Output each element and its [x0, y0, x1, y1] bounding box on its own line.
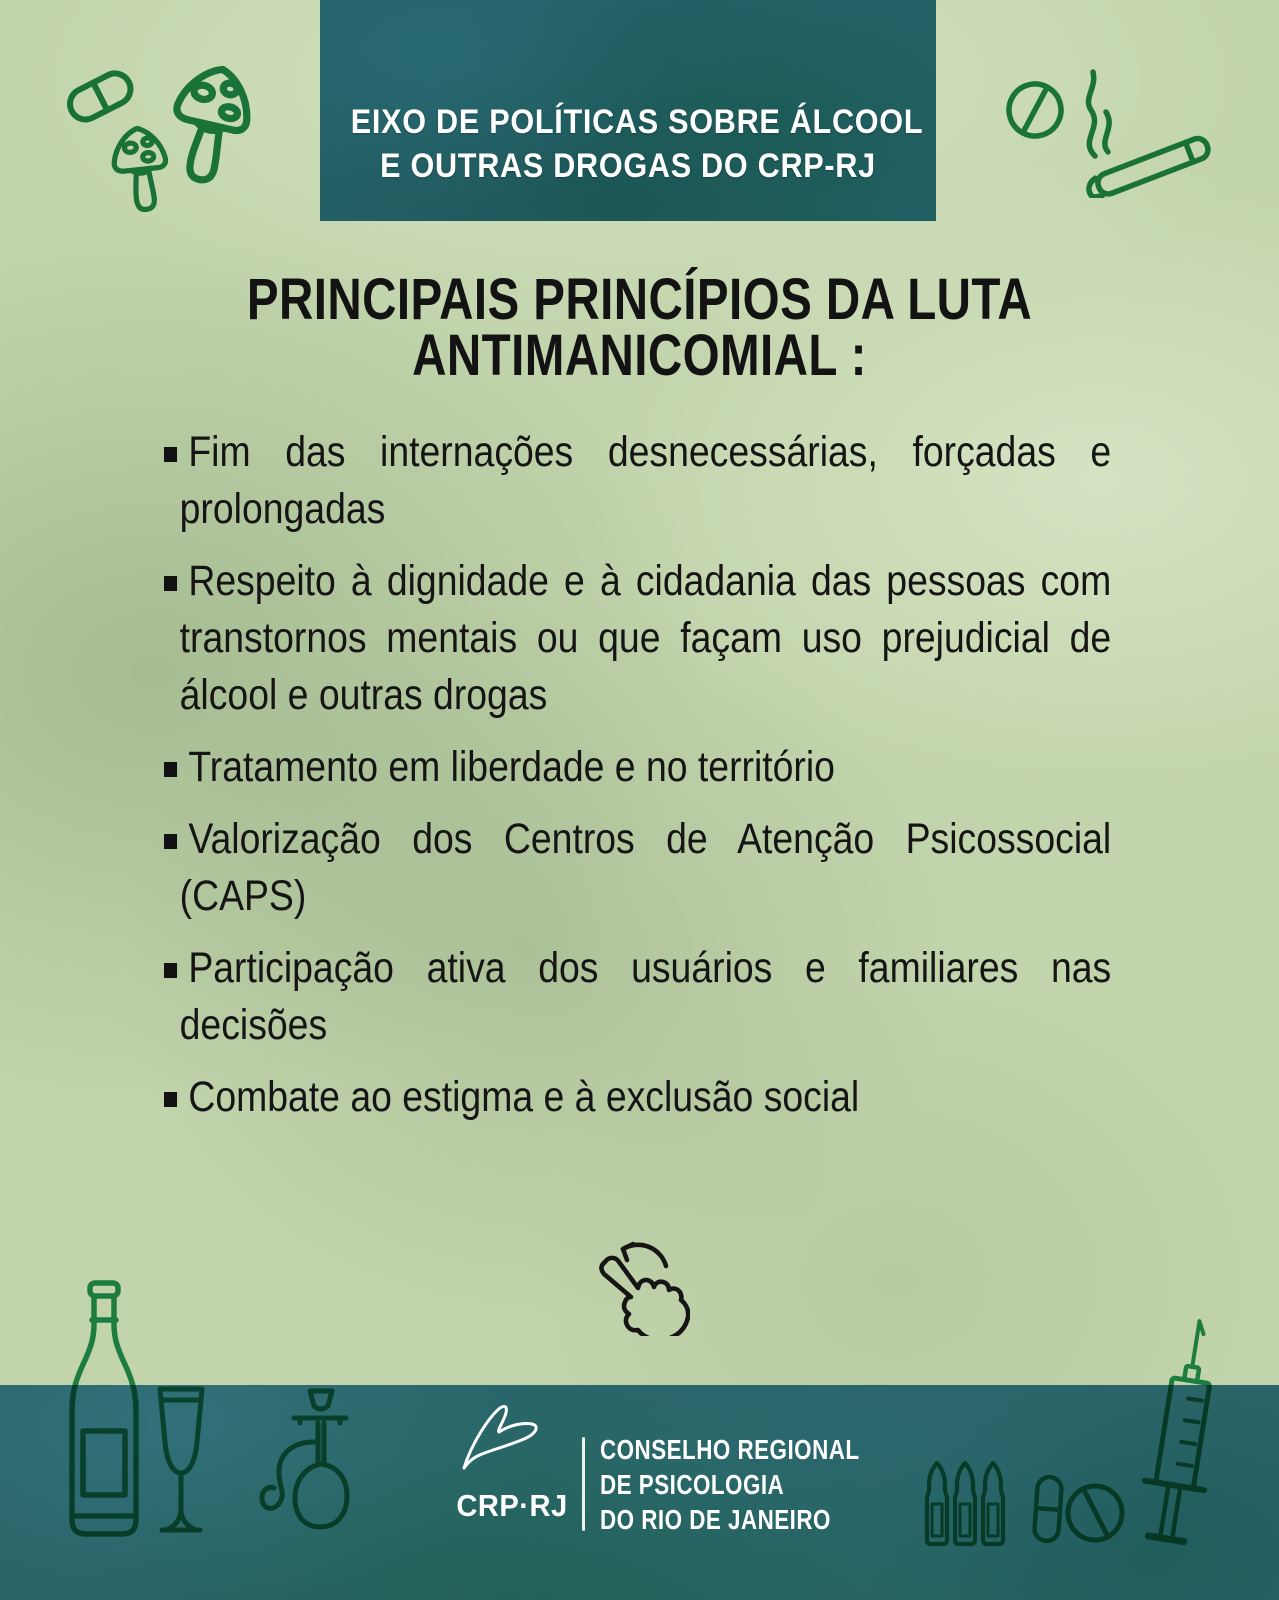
principle-text: Valorização dos Centros de Atenção Psicossocial (CAPS) — [179, 815, 1112, 920]
bullet-square-icon — [164, 576, 177, 591]
principle-text: Fim das internações desnecessárias, forçadas e prolongadas — [179, 428, 1112, 533]
principle-text: Tratamento em liberdade e no território — [188, 743, 835, 791]
principle-item — [164, 424, 1111, 538]
org-line-1: CONSELHO REGIONAL — [600, 1434, 860, 1465]
bullet-square-icon — [164, 1092, 177, 1107]
crp-rj-logo-swoosh-icon — [456, 1398, 568, 1486]
capsule-pill-small-icon — [1030, 1472, 1066, 1546]
principle-item — [164, 940, 1111, 1054]
principles-list — [164, 424, 1111, 1141]
banner-line-1: EIXO DE POLÍTICAS SOBRE ÁLCOOL — [350, 103, 924, 141]
title-line-2: ANTIMANICOMIAL : — [412, 323, 867, 388]
page-title — [0, 267, 1279, 388]
banner-line-2: E OUTRAS DROGAS DO CRP-RJ — [380, 147, 876, 185]
tablet-pill-icon — [1000, 75, 1070, 145]
hookah-icon — [252, 1388, 352, 1544]
ampoules-icon — [924, 1460, 1006, 1548]
champagne-glass-icon — [148, 1384, 214, 1546]
bullet-square-icon — [164, 963, 177, 978]
title-line-1: PRINCIPAIS PRINCÍPIOS DA LUTA — [246, 267, 1033, 332]
crp-rj-logo-text: CRP·RJ — [456, 1488, 568, 1523]
principle-text: Respeito à dignidade e à cidadania das pessoas com transtornos mentais ou que façam uso prejudicial de álcool e outras drogas — [179, 557, 1112, 719]
capsule-pill-icon — [65, 68, 136, 125]
principle-item — [164, 553, 1111, 724]
footer-divider — [582, 1437, 585, 1531]
champagne-bottle-icon — [62, 1278, 146, 1550]
drugs-icons-top-left — [52, 56, 267, 232]
bullet-square-icon — [164, 834, 177, 849]
bullet-square-icon — [164, 447, 177, 462]
cigarette-smoke-icon — [1085, 72, 1211, 198]
org-line-2: DE PSICOLOGIA — [600, 1469, 785, 1500]
bullet-square-icon — [164, 762, 177, 777]
principle-item — [164, 1069, 1111, 1126]
drugs-icons-top-right — [995, 58, 1225, 198]
principle-text: Combate ao estigma e à exclusão social — [188, 1073, 860, 1121]
org-name — [600, 1432, 860, 1537]
tablet-pill-small-icon — [1062, 1480, 1128, 1546]
principle-item — [164, 811, 1111, 925]
principle-text: Participação ativa dos usuários e familiares nas decisões — [179, 944, 1112, 1049]
syringe-icon — [1134, 1312, 1230, 1564]
swipe-left-hand-icon[interactable] — [590, 1236, 690, 1336]
principle-item — [164, 739, 1111, 796]
org-line-3: DO RIO DE JANEIRO — [600, 1504, 831, 1535]
header-banner — [320, 0, 936, 221]
